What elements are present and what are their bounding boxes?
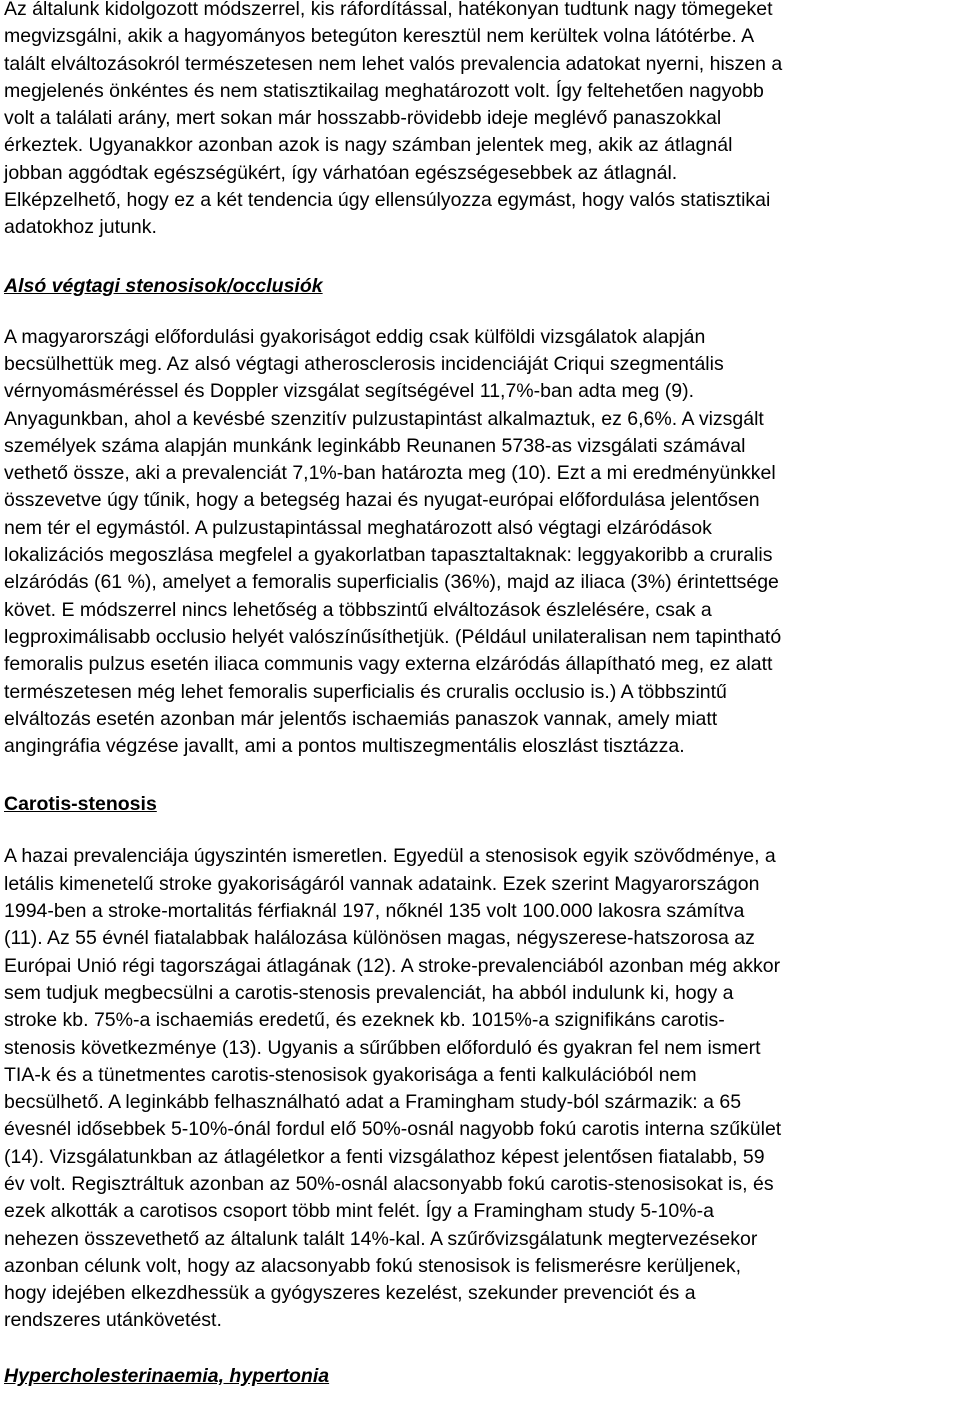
carotis-paragraph: [4, 843, 960, 1334]
text-line: ezek alkották a carotisos csoport több mint felét. Így a Framingham study 5-10%-a: [4, 1200, 714, 1223]
text-line: femoralis pulzus esetén iliaca communis vagy externa elzáródás állapítható meg, ez alatt: [4, 653, 773, 676]
text-line: lokalizációs megoszlása megfelel a gyakorlatban tapasztaltaknak: leggyakoribb a cruralis: [4, 544, 773, 567]
text-line: stroke kb. 75%-a ischaemiás eredetű, és ezeknek kb. 1015%-a szignifikáns carotis-: [4, 1009, 725, 1032]
text-line: sem tudjuk megbecsülni a carotis-stenosis prevalenciát, ha abból indulunk ki, hogy a: [4, 981, 734, 1004]
text-line: megjelenés önkéntes és nem statisztikailag meghatározott volt. Így feltehetően nagyobb: [4, 79, 764, 102]
text-line: TIA-k és a tünetmentes carotis-stenosisok gyakorisága a fenti kalkulációból nem: [4, 1063, 697, 1086]
text-line: legproximálisabb occlusio helyét valószínűsíthetjük. (Például unilateralisan nem tapintható: [4, 625, 782, 648]
text-line: azonban célunk volt, hogy az alacsonyabb fokú stenosisok is felismerésre kerüljenek,: [4, 1254, 742, 1277]
text-line: A hazai prevalenciája úgyszintén ismeretlen. Egyedül a stenosisok egyik szövődménye, a: [4, 845, 776, 868]
text-line: volt a találati arány, mert sokan már hosszabb-rövidebb ideje meglévő panaszokkal: [4, 107, 722, 130]
text-line: természetesen még lehet femoralis superficialis és cruralis occlusio is.) A többszintű: [4, 680, 727, 703]
intro-paragraph: [4, 0, 960, 242]
text-line: Anyagunkban, ahol a kevésbé szenzitív pulzustapintást alkalmaztuk, ez 6,6%. A vizsgált: [4, 407, 764, 430]
text-line: becsülhető. A leginkább felhasználható adat a Framingham study-ból származik: a 65: [4, 1091, 742, 1114]
text-line: Európai Unió régi tagországai átlagának (12). A stroke-prevalenciából azonban még akkor: [4, 954, 781, 977]
text-line: nem tér el egymástól. A pulzustapintással meghatározott alsó végtagi elzáródások: [4, 516, 712, 539]
text-line: Az általunk kidolgozott módszerrel, kis ráfordítással, hatékonyan tudtunk nagy tömegeket: [4, 0, 773, 20]
section-heading-carotis-stenosis: Carotis-stenosis: [4, 793, 157, 816]
text-line: (11). Az 55 évnél fiatalabbak halálozása különösen magas, négyszerese-hatszorosa az: [4, 927, 755, 950]
text-line: letális kimenetelű stroke gyakoriságáról vannak adataink. Ezek szerint Magyarországon: [4, 872, 760, 895]
text-line: jobban aggódtak egészségükért, így várhatóan egészségesebbek az átlagnál.: [4, 161, 678, 184]
text-line: (14). Vizsgálatunkban az átlagéletkor a fenti vizsgálathoz képest jelentősen fiatalabb, 59: [4, 1145, 765, 1168]
section-heading-hypercholesterinaemia: Hypercholesterinaemia, hypertonia: [4, 1364, 330, 1387]
text-line: 1994-ben a stroke-mortalitás férfiaknál 197, nőknél 135 volt 100.000 lakosra számítva: [4, 900, 745, 923]
text-line: megvizsgálni, akik a hagyományos betegúton keresztül nem kerültek volna látótérbe. A: [4, 25, 755, 48]
text-line: becsülhettük meg. Az alsó végtagi atherosclerosis incidenciáját Criqui szegmentális: [4, 352, 724, 375]
text-line: érkeztek. Ugyanakkor azonban azok is nagy számban jelentek meg, akik az átlagnál: [4, 134, 733, 157]
also-vegtagi-paragraph: [4, 324, 960, 761]
text-line: hogy idejében elkezdhessük a gyógyszeres kezelést, szekunder prevenciót és a: [4, 1282, 696, 1305]
text-line: stenosis következménye (13). Ugyanis a sűrűbben előforduló és gyakran fel nem ismert: [4, 1036, 761, 1059]
text-line: személyek száma alapján munkánk leginkább Reunanen 5738-as vizsgálati számával: [4, 434, 746, 457]
text-line: évesnél idősebbek 5-10%-ónál fordul elő 50%-osnál nagyobb fokú carotis interna szűkület: [4, 1118, 782, 1141]
text-line: elzáródás (61 %), amelyet a femoralis superficialis (36%), majd az iliaca (3%) érintettsége: [4, 571, 779, 594]
text-line: nehezen összevethető az általunk talált 14%-kal. A szűrővizsgálatunk megtervezésekor: [4, 1227, 758, 1250]
text-line: év volt. Regisztráltuk azonban az 50%-osnál alacsonyabb fokú carotis-stenosisokat is, és: [4, 1172, 774, 1195]
text-line: rendszeres utánkövetést.: [4, 1309, 222, 1332]
text-line: talált elváltozásokról természetesen nem lehet valós prevalencia adatokat nyerni, hiszen a: [4, 52, 783, 75]
section-heading-also-vegtagi: Alsó végtagi stenosisok/occlusiók: [4, 274, 323, 297]
text-line: elváltozás esetén azonban már jelentős ischaemiás panaszok vannak, amely miatt: [4, 707, 718, 730]
text-line: összevetve úgy tűnik, hogy a betegség hazai és nyugat-európai előfordulása jelentősen: [4, 489, 760, 512]
text-line: A magyarországi előfordulási gyakoriságot eddig csak külföldi vizsgálatok alapján: [4, 325, 706, 348]
text-line: Elképzelhető, hogy ez a két tendencia úgy ellensúlyozza egymást, hogy valós statisztikai: [4, 189, 771, 212]
text-line: vethető össze, aki a prevalenciát 7,1%-ban határozta meg (10). Ezt a mi eredményünkkel: [4, 462, 776, 485]
text-line: adatokhoz jutunk.: [4, 216, 157, 239]
text-line: követ. E módszerrel nincs lehetőség a többszintű elváltozások észlelésére, csak a: [4, 598, 712, 621]
text-line: angingráfia végzése javallt, ami a pontos multiszegmentális eloszlást tisztázza.: [4, 735, 685, 758]
text-line: vérnyomásméréssel és Doppler vizsgálat segítségével 11,7%-ban adta meg (9).: [4, 380, 695, 403]
